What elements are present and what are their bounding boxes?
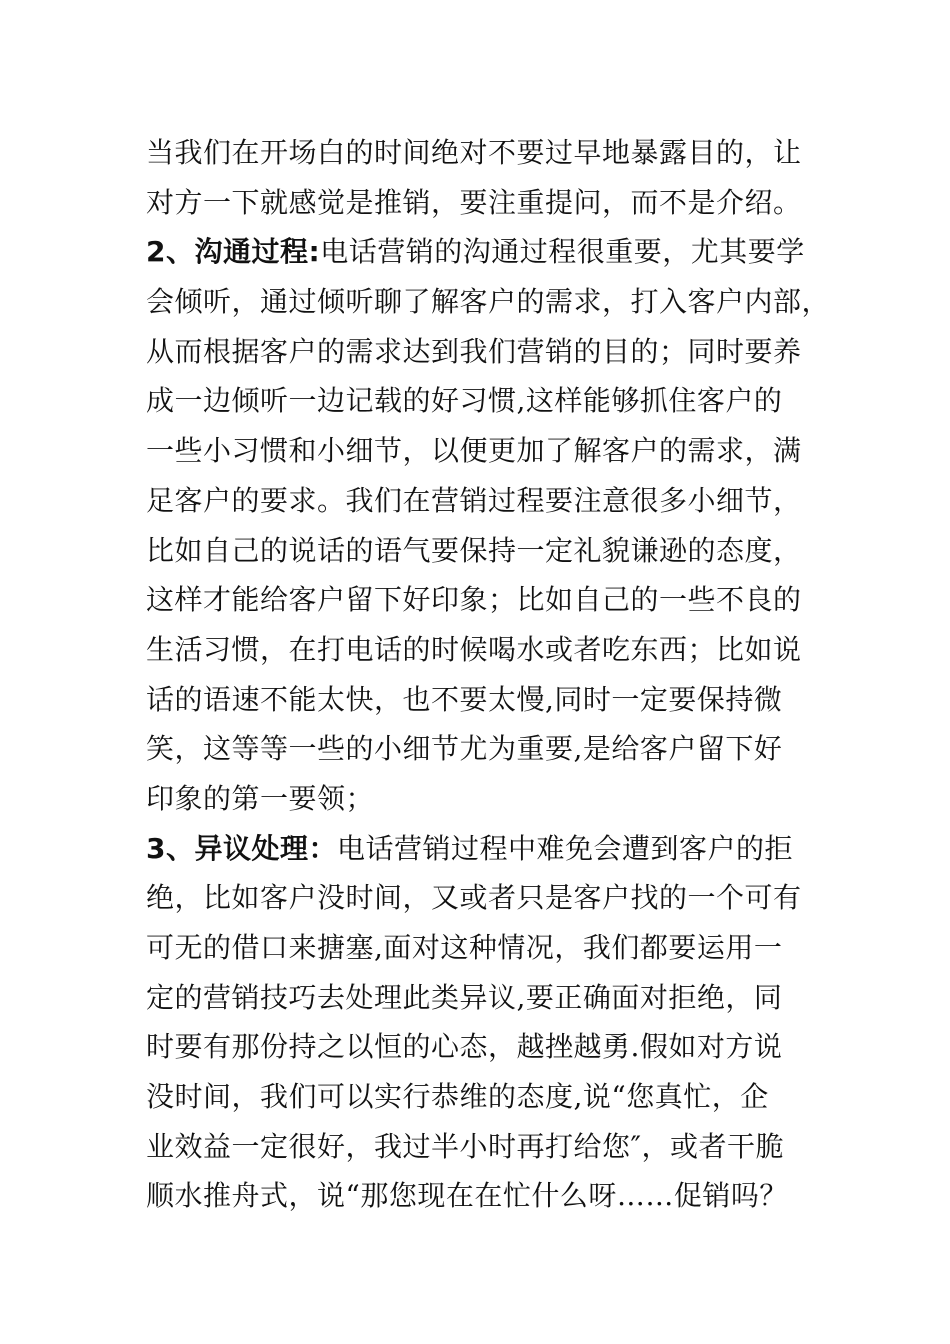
line-text: 电话营销的沟通过程很重要，尤其要学 bbox=[320, 235, 805, 269]
line-text: 会倾听，通过倾听聊了解客户的需求，打入客户内部， bbox=[146, 285, 831, 319]
text-line bbox=[146, 724, 818, 774]
line-text: 笑，这等等一些的小细节尤为重要,是给客户留下好 bbox=[146, 732, 783, 766]
text-line bbox=[146, 774, 818, 824]
text-line bbox=[146, 575, 818, 625]
line-text: 没时间，我们可以实行恭维的态度,说“您真忙，企 bbox=[146, 1080, 769, 1114]
line-text: 生活习惯，在打电话的时候喝水或者吃东西；比如说 bbox=[146, 632, 802, 666]
text-line bbox=[146, 675, 818, 725]
text-line bbox=[146, 873, 818, 923]
text-line bbox=[146, 824, 818, 874]
text-line bbox=[146, 923, 818, 973]
line-text: 对方一下就感觉是推销，要注重提问，而不是介绍。 bbox=[146, 185, 802, 219]
text-line bbox=[146, 128, 818, 178]
line-text: 可无的借口来搪塞,面对这种情况，我们都要运用一 bbox=[146, 931, 783, 964]
text-line bbox=[146, 476, 818, 526]
text-line bbox=[146, 227, 818, 277]
text-line bbox=[146, 625, 818, 675]
line-text: 话的语速不能太快，也不要太慢,同时一定要保持微 bbox=[146, 682, 783, 716]
line-text: 顺水推舟式，说“那您现在在忙什么呀……促销吗？ bbox=[146, 1179, 788, 1213]
text-line bbox=[146, 1022, 818, 1072]
line-text: 定的营销技巧去处理此类异议,要正确面对拒绝，同 bbox=[146, 980, 783, 1014]
line-text: 比如自己的说话的语气要保持一定礼貌谦逊的态度， bbox=[146, 533, 802, 567]
line-text: 电话营销过程中难免会遭到客户的拒 bbox=[336, 831, 793, 865]
text-line bbox=[146, 327, 818, 377]
section-heading: 2、沟通过程: bbox=[146, 235, 321, 269]
line-text: 这样才能给客户留下好印象；比如自己的一些不良的 bbox=[146, 583, 802, 617]
text-line bbox=[146, 526, 818, 576]
line-text: 当我们在开场白的时间绝对不要过早地暴露目的，让 bbox=[146, 136, 802, 169]
line-text: 业效益一定很好，我过半小时再打给您″，或者干脆 bbox=[146, 1129, 784, 1163]
line-text: 从而根据客户的需求达到我们营销的目的；同时要养 bbox=[146, 334, 802, 368]
line-text: 绝，比如客户没时间，又或者只是客户找的一个可有 bbox=[146, 881, 802, 915]
section-heading: 3、异议处理： bbox=[146, 831, 337, 865]
document-body bbox=[146, 128, 831, 1221]
text-line bbox=[146, 1171, 818, 1221]
line-text: 成一边倾听一边记载的好习惯,这样能够抓住客户的 bbox=[146, 384, 783, 418]
text-line bbox=[146, 426, 818, 476]
line-text: 一些小习惯和小细节，以便更加了解客户的需求，满 bbox=[146, 434, 802, 468]
text-line bbox=[146, 376, 818, 426]
text-line bbox=[146, 1122, 818, 1172]
line-text: 印象的第一要领； bbox=[146, 781, 375, 815]
text-line bbox=[146, 178, 818, 228]
text-line bbox=[146, 973, 818, 1023]
text-line bbox=[146, 277, 831, 327]
line-text: 足客户的要求。我们在营销过程要注意很多小细节， bbox=[146, 483, 802, 517]
text-line bbox=[146, 1072, 818, 1122]
line-text: 时要有那份持之以恒的心态，越挫越勇.假如对方说 bbox=[146, 1030, 783, 1064]
